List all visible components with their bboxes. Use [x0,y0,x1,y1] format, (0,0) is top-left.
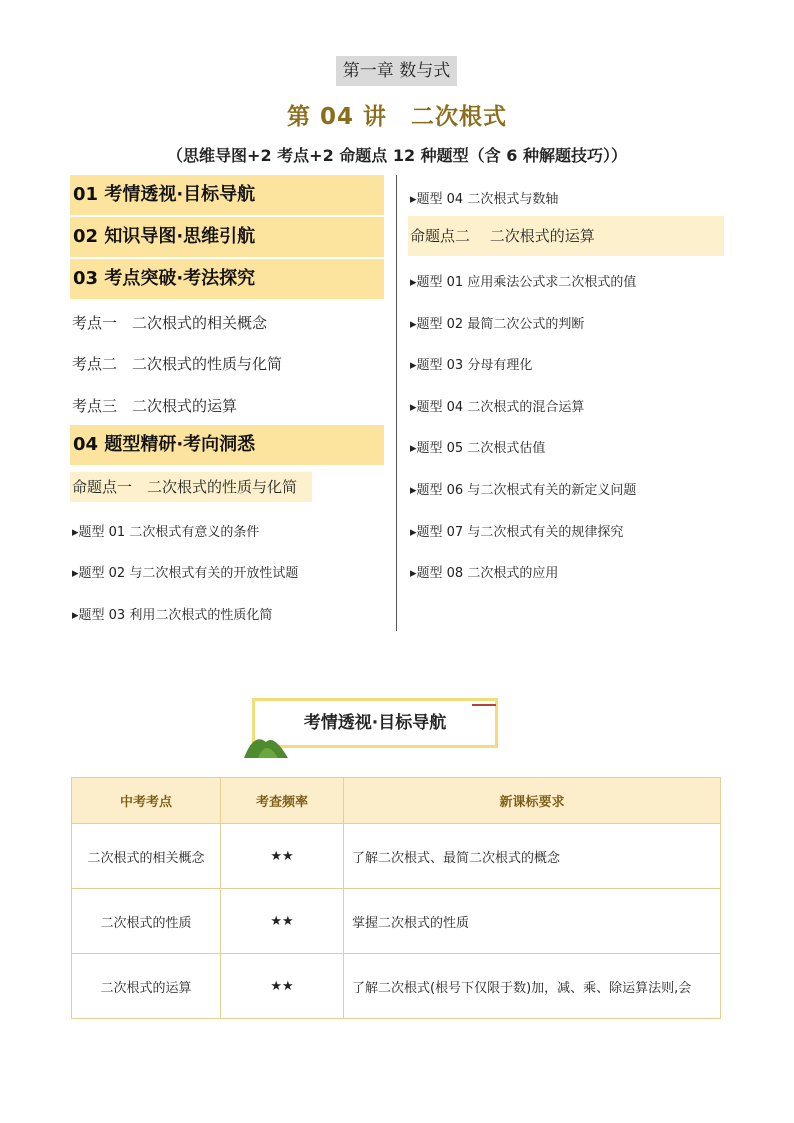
table-header-row [72,778,721,824]
toc-kaodian-1[interactable]: 考点一 二次根式的相关概念 [72,314,268,332]
toc-kaodian-3[interactable]: 考点三 二次根式的运算 [72,397,238,415]
table-cell: ★★ [221,889,344,954]
toc-section-3[interactable]: 03 考点突破·考法探究 [70,259,384,299]
hill-icon [244,728,288,758]
table-row [72,954,721,1019]
page-subtitle: （思维导图+2 考点+2 命题点 12 种题型（含 6 种解题技巧）） [167,146,627,165]
column-divider [396,175,397,631]
table-cell: ★★ [221,824,344,889]
toc-type-right-top[interactable]: ▸题型 04 二次根式与数轴 [410,192,559,207]
toc-section-2[interactable]: 02 知识导图·思维引航 [70,217,384,257]
toc-type-right-6[interactable]: ▸题型 06 与二次根式有关的新定义问题 [410,483,637,498]
table-cell: 了解二次根式(根号下仅限于数)加，减、乘、除运算法则,会 [344,954,721,1019]
toc-type-left-1[interactable]: ▸题型 01 二次根式有意义的条件 [72,525,260,540]
toc-type-right-4[interactable]: ▸题型 04 二次根式的混合运算 [410,400,585,415]
section-badge [244,698,504,758]
table-row [72,824,721,889]
toc-type-left-3[interactable]: ▸题型 03 利用二次根式的性质化简 [72,608,273,623]
table-cell: ★★ [221,954,344,1019]
badge-label: 考情透视·目标导航 [252,698,498,748]
table-header-cell: 中考考点 [72,778,221,824]
toc-type-right-5[interactable]: ▸题型 05 二次根式估值 [410,441,546,456]
table-header-cell: 考查频率 [221,778,344,824]
toc-mingti-2[interactable]: 命题点二 二次根式的运算 [408,216,724,256]
table-cell: 二次根式的相关概念 [72,824,221,889]
toc-type-right-7[interactable]: ▸题型 07 与二次根式有关的规律探究 [410,525,624,540]
table-header-cell: 新课标要求 [344,778,721,824]
table-cell: 二次根式的性质 [72,889,221,954]
table-cell: 了解二次根式、最简二次根式的概念 [344,824,721,889]
toc-section-4[interactable]: 04 题型精研·考向洞悉 [70,425,384,465]
toc-section-1[interactable]: 01 考情透视·目标导航 [70,175,384,215]
table-cell: 掌握二次根式的性质 [344,889,721,954]
table-cell: 二次根式的运算 [72,954,221,1019]
toc-type-right-3[interactable]: ▸题型 03 分母有理化 [410,358,533,373]
table-row [72,889,721,954]
toc-mingti-1[interactable]: 命题点一 二次根式的性质与化简 [70,472,312,502]
page-title: 第 04 讲 二次根式 [286,104,508,130]
toc-kaodian-2[interactable]: 考点二 二次根式的性质与化简 [72,355,283,373]
chapter-label: 第一章 数与式 [336,56,457,86]
toc-type-left-2[interactable]: ▸题型 02 与二次根式有关的开放性试题 [72,566,299,581]
toc-type-right-2[interactable]: ▸题型 02 最简二次公式的判断 [410,317,585,332]
toc-type-right-1[interactable]: ▸题型 01 应用乘法公式求二次根式的值 [410,275,637,290]
badge-accent-line [472,704,498,708]
exam-points-table [71,777,721,1019]
toc-type-right-8[interactable]: ▸题型 08 二次根式的应用 [410,566,559,581]
